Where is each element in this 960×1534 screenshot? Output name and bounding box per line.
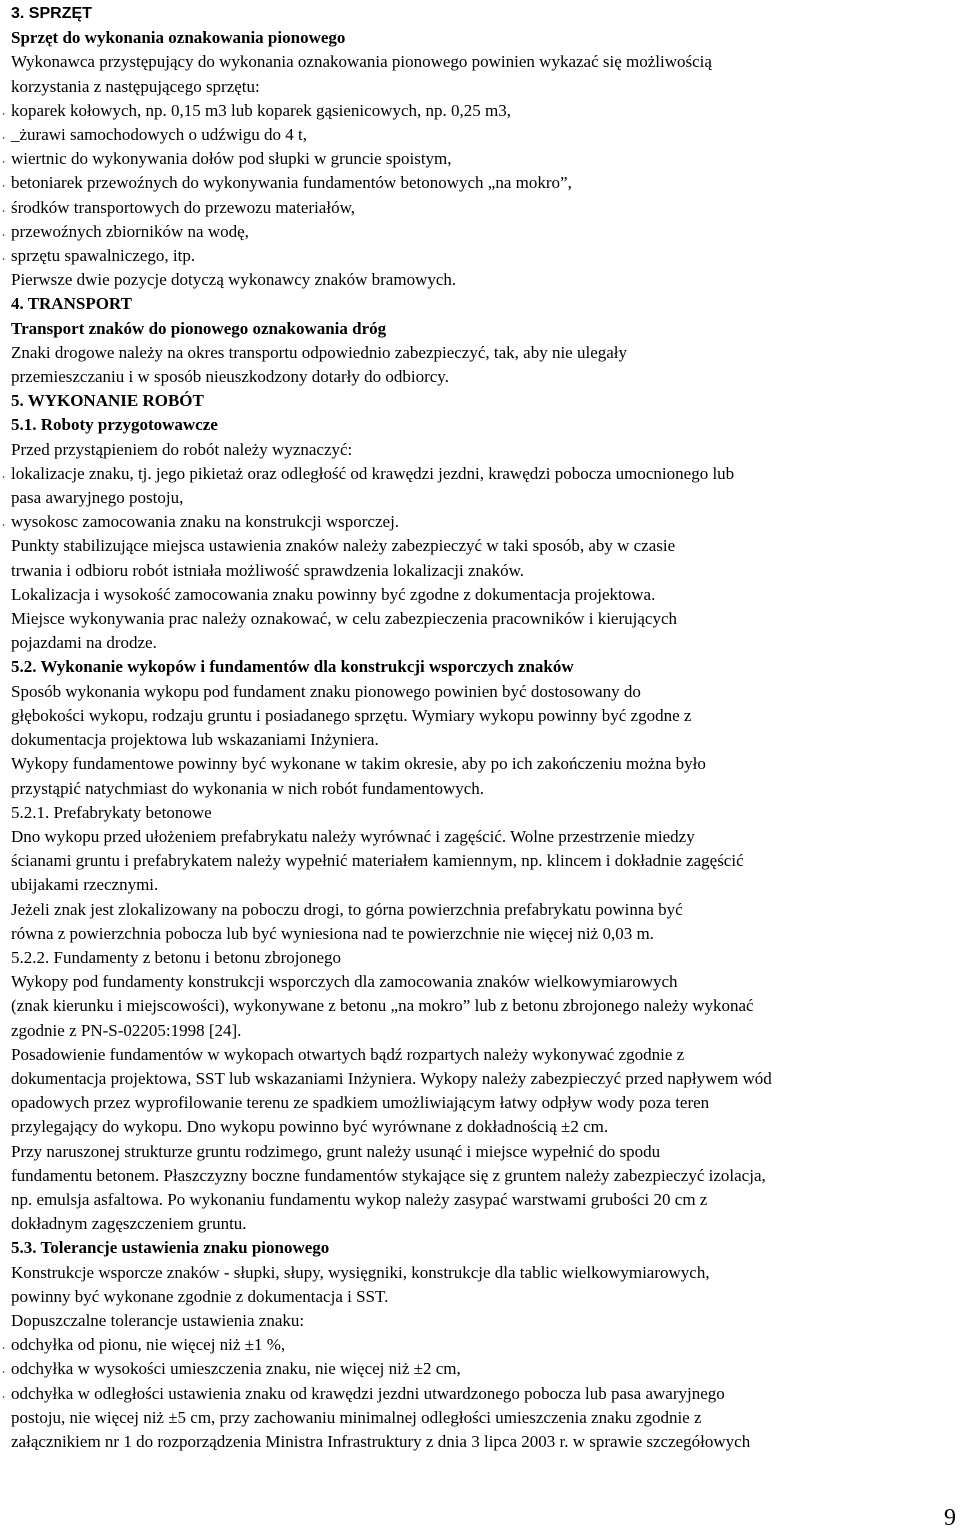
list-item: przewoźnych zbiorników na wodę, ¸: [2, 221, 249, 241]
text-line: pojazdami na drodze.: [11, 633, 157, 653]
text-line: Posadowienie fundamentów w wykopach otwartych bądź rozpartych należy wykonywać zgodnie z: [11, 1044, 685, 1064]
text-line: trwania i odbioru robót istniała możliwość sprawdzenia lokalizacji znaków.: [11, 560, 524, 580]
text-line: 5.2.1. Prefabrykaty betonowe: [11, 802, 212, 822]
bullet-icon: ¸: [2, 516, 5, 527]
list-item: betoniarek przewoźnych do wykonywania fundamentów betonowych „na mokro”, ¸: [2, 173, 572, 193]
text-line: Dopuszczalne tolerancje ustawienia znaku:: [11, 1310, 305, 1330]
text-line: dokumentacja projektowa lub wskazaniami Inżyniera.: [11, 730, 379, 750]
section-heading: Transport znaków do pionowego oznakowania dróg: [11, 318, 387, 338]
text-line: fundamentu betonem. Płaszczyzny boczne fundamentów stykające się z gruntem należy zabezpieczyć izolacja,: [11, 1165, 766, 1185]
section-heading: 5. WYKONANIE ROBÓT: [11, 391, 204, 411]
text-line: równa z powierzchnia pobocza lub być wyniesiona nad te powierzchnie nie więcej niż 0,03 m.: [11, 923, 654, 943]
document-page: [2, 2, 951, 1454]
text-line: Konstrukcje wsporcze znaków - słupki, słupy, wysięgniki, konstrukcje dla tablic wielkowymiarowych,: [11, 1262, 710, 1282]
section-heading: 4. TRANSPORT: [11, 294, 132, 314]
text-line: powinny być wykonane zgodnie z dokumentacja i SST.: [11, 1286, 389, 1306]
text-line: ścianami gruntu i prefabrykatem należy wypełnić materiałem kamiennym, np. klincem i dokładnie zagęścić: [11, 851, 744, 871]
text-line: ubijakami rzecznymi.: [11, 875, 159, 895]
section-heading: 5.2. Wykonanie wykopów i fundamentów dla konstrukcji wsporczych znaków: [11, 657, 574, 677]
text-line: dokumentacja projektowa, SST lub wskazaniami Inżyniera. Wykopy należy zabezpieczyć przed napływem wód: [11, 1068, 772, 1088]
section-heading: 5.1. Roboty przygotowawcze: [11, 415, 218, 435]
text-line: opadowych przez wyprofilowanie terenu ze spadkiem umożliwiającym łatwy odpływ wody poza teren: [11, 1093, 710, 1113]
bullet-icon: ¸: [2, 250, 5, 261]
list-item: wiertnic do wykonywania dołów pod słupki w gruncie spoistym, ¸: [2, 149, 452, 169]
bullet-icon: ¸: [2, 467, 5, 478]
bullet-icon: ¸: [2, 153, 5, 164]
text-line: pasa awaryjnego postoju,: [11, 488, 184, 508]
text-line: dokładnym zagęszczeniem gruntu.: [11, 1214, 247, 1234]
text-line: przystąpić natychmiast do wykonania w nich robót fundamentowych.: [11, 778, 485, 798]
text-line: Znaki drogowe należy na okres transportu odpowiednio zabezpieczyć, tak, aby nie ulegały: [11, 342, 628, 362]
bullet-icon: ¸: [2, 1387, 5, 1398]
text-line: Przy naruszonej strukturze gruntu rodzimego, grunt należy usunąć i miejsce wypełnić do spodu: [11, 1141, 661, 1161]
text-line: przemieszczaniu i w sposób nieuszkodzony dotarły do odbiorcy.: [11, 367, 449, 387]
text-line: 5.2.2. Fundamenty z betonu i betonu zbrojonego: [11, 947, 342, 967]
text-line: Wykopy fundamentowe powinny być wykonane w takim okresie, aby po ich zakończeniu można było: [11, 754, 706, 774]
text-line: Jeżeli znak jest zlokalizowany na poboczu drogi, to górna powierzchnia prefabrykatu powinna być: [11, 899, 683, 919]
page-number: 9: [944, 1505, 956, 1531]
list-item: odchyłka w odległości ustawienia znaku od krawędzi jezdni utwardzonego pobocza lub pasa awaryjnego ¸: [2, 1383, 725, 1403]
list-item: _żurawi samochodowych o udźwigu do 4 t, ¸: [2, 125, 308, 145]
list-item: odchyłka od pionu, nie więcej niż ±1 %, ¸: [2, 1335, 286, 1355]
text-line: Sposób wykonania wykopu pod fundament znaku pionowego powinien być dostosowany do: [11, 681, 641, 701]
text-line: postoju, nie więcej niż ±5 cm, przy zachowaniu minimalnej odległości umieszczenia znaku zgodnie z: [11, 1407, 702, 1427]
section-heading: 5.3. Tolerancje ustawienia znaku pionowego: [11, 1238, 330, 1258]
text-line: Przed przystąpieniem do robót należy wyznaczyć:: [11, 439, 353, 459]
list-item: środków transportowych do przewozu materiałów, ¸: [2, 197, 355, 217]
bullet-icon: ¸: [2, 225, 5, 236]
text-line: np. emulsja asfaltowa. Po wykonaniu fundamentu wykop należy zasypać warstwami grubości 20 cm z: [11, 1189, 708, 1209]
text-line: Punkty stabilizujące miejsca ustawienia znaków należy zabezpieczyć w taki sposób, aby w czasie: [11, 536, 676, 556]
section-heading: Sprzęt do wykonania oznakowania pionowego: [11, 28, 346, 48]
list-item: lokalizacje znaku, tj. jego pikietaż oraz odległość od krawędzi jezdni, krawędzi pobocza umocnionego lub ¸: [2, 463, 735, 483]
text-line: Pierwsze dwie pozycje dotyczą wykonawcy znaków bramowych.: [11, 270, 457, 290]
text-line: załącznikiem nr 1 do rozporządzenia Ministra Infrastruktury z dnia 3 lipca 2003 r. w sprawie szczegółowych: [11, 1431, 751, 1451]
text-line: Miejsce wykonywania prac należy oznakować, w celu zabezpieczenia pracowników i kierujących: [11, 609, 677, 629]
bullet-icon: ¸: [2, 129, 5, 140]
bullet-icon: ¸: [2, 201, 5, 212]
text-line: Wykopy pod fundamenty konstrukcji wsporczych dla zamocowania znaków wielkowymiarowych: [11, 972, 678, 992]
list-item: odchyłka w wysokości umieszczenia znaku, nie więcej niż ±2 cm, ¸: [2, 1359, 461, 1379]
section-heading: 3. SPRZĘT: [11, 5, 92, 22]
text-line: zgodnie z PN-S-02205:1998 [24].: [11, 1020, 242, 1040]
list-item: sprzętu spawalniczego, itp. ¸: [2, 246, 196, 266]
text-line: Lokalizacja i wysokość zamocowania znaku powinny być zgodne z dokumentacja projektowa.: [11, 584, 656, 604]
list-item: wysokosc zamocowania znaku na konstrukcji wsporczej. ¸: [2, 512, 400, 532]
bullet-icon: ¸: [2, 1339, 5, 1350]
text-line: Wykonawca przystępujący do wykonania oznakowania pionowego powinien wykazać się możliwością: [11, 52, 712, 72]
list-item: koparek kołowych, np. 0,15 m3 lub koparek gąsienicowych, np. 0,25 m3, ¸: [2, 100, 511, 120]
text-line: przylegający do wykopu. Dno wykopu powinno być wyrównane z dokładnością ±2 cm.: [11, 1117, 609, 1137]
bullet-icon: ¸: [2, 177, 5, 188]
text-line: korzystania z następującego sprzętu:: [11, 76, 260, 96]
bullet-icon: ¸: [2, 1363, 5, 1374]
text-line: głębokości wykopu, rodzaju gruntu i posiadanego sprzętu. Wymiary wykopu powinny być zgodne z: [11, 705, 692, 725]
text-line: Dno wykopu przed ułożeniem prefabrykatu należy wyrównać i zagęścić. Wolne przestrzenie miedzy: [11, 826, 695, 846]
bullet-icon: ¸: [2, 104, 5, 115]
text-line: (znak kierunku i miejscowości), wykonywane z betonu „na mokro” lub z betonu zbrojonego należy wykonać: [11, 996, 754, 1016]
